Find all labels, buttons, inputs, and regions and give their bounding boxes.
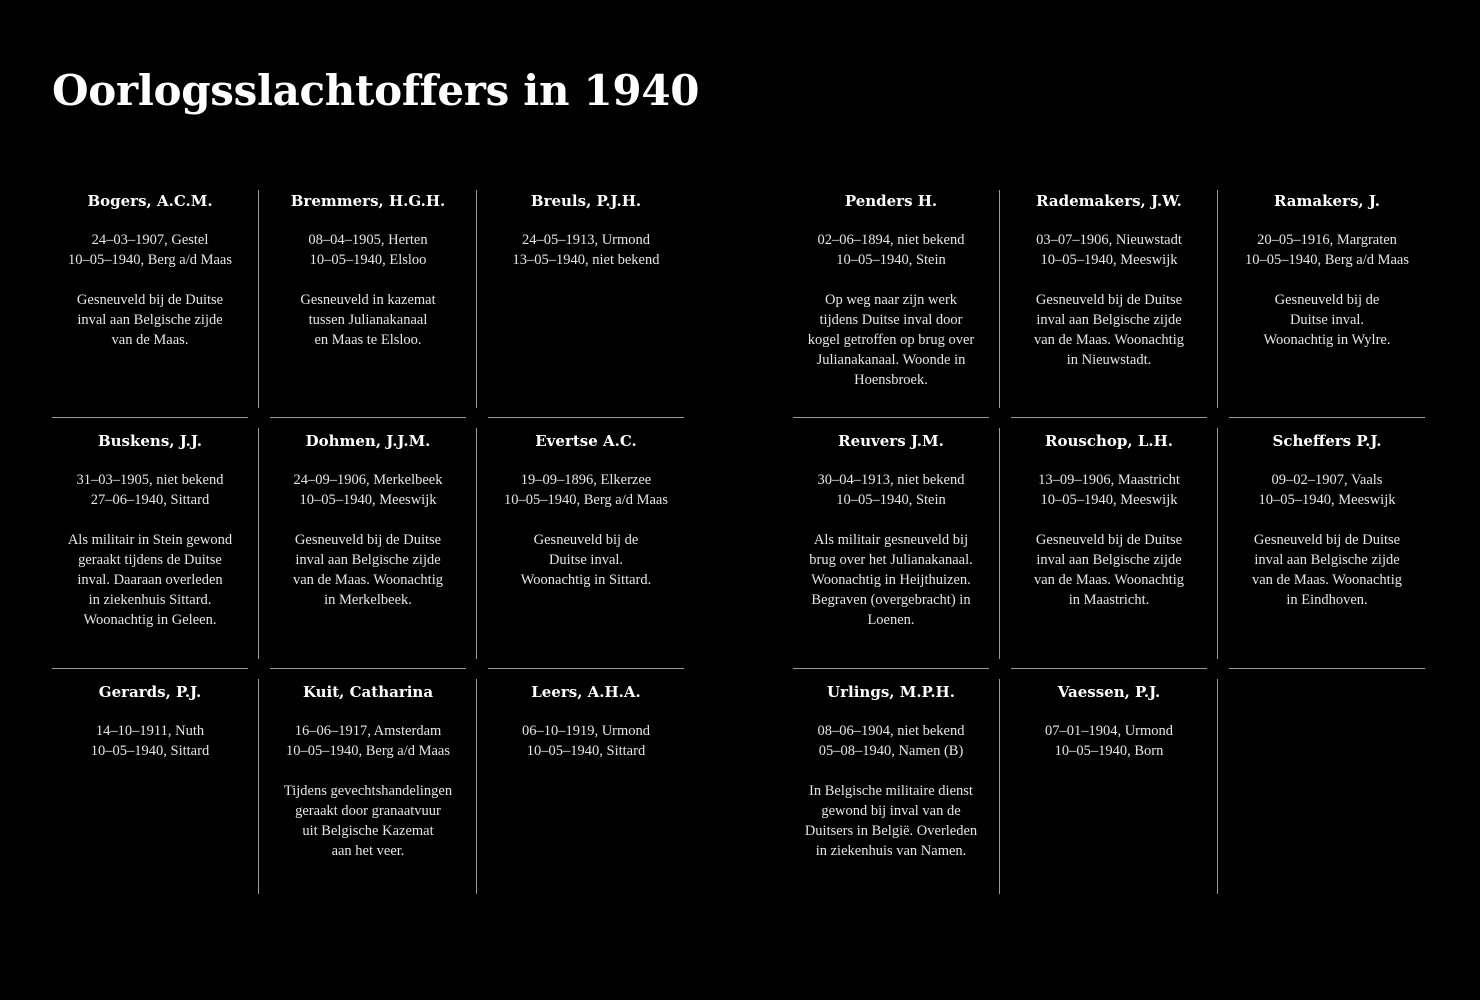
victim-name: Gerards, P.J. [98,683,202,701]
victim-card [52,418,248,669]
victim-description: Gesneuveld bij de Duitse inval aan Belgische zijde van de Maas. Woonachtig in Eindhoven. [1252,532,1402,608]
victim-description: Op weg naar zijn werk tijdens Duitse inval door kogel getroffen op brug over Julianakanaal. Woonde in Hoensbroek. [807,292,975,388]
death-date-place: 10–05–1940, Meeswijk [299,492,437,508]
death-date-place: 10–05–1940, Berg a/d Maas [67,252,233,268]
victim-card [270,190,466,418]
victim-description: In Belgische militaire dienst gewond bij inval van de Duitsers in België. Overleden in ziekenhuis van Namen. [804,783,978,859]
death-date-place: 05–08–1940, Namen (B) [818,743,964,759]
victim-description: Als militair gesneuveld bij brug over het Julianakanaal. Woonachtig in Heijthuizen. Begraven (overgebracht) in Loenen. [809,532,973,628]
victim-description: Gesneuveld bij de Duitse inval aan Belgische zijde van de Maas. Woonachtig in Maastricht. [1034,532,1184,608]
victim-name: Bogers, A.C.M. [87,192,213,210]
birth-date-place: 19–09–1896, Elkerzee [520,472,652,488]
victim-description: Gesneuveld bij de Duitse inval aan Belgische zijde van de Maas. [76,292,224,348]
victim-dates [54,470,246,510]
victim-dates [272,721,464,761]
birth-date-place: 08–04–1905, Herten [308,232,428,248]
victim-dates [1013,721,1205,761]
victim-card [52,669,248,894]
birth-date-place: 16–06–1917, Amsterdam [294,723,442,739]
birth-date-place: 24–03–1907, Gestel [91,232,209,248]
victim-name: Kuit, Catharina [302,683,434,701]
victim-name: Reuvers J.M. [838,432,944,450]
victim-card [270,669,466,894]
victim-description: Als militair in Stein gewond geraakt tijdens de Duitse inval. Daaraan overleden in ziekenhuis Sittard. Woonachtig in Geleen. [67,532,233,628]
victim-card [270,418,466,669]
victim-name: Buskens, J.J. [97,432,203,450]
birth-date-place: 13–09–1906, Maastricht [1038,472,1180,488]
victim-dates [1013,230,1205,270]
death-date-place: 10–05–1940, Elsloo [309,252,427,268]
death-date-place: 10–05–1940, Meeswijk [1040,492,1178,508]
victim-card [488,418,684,669]
victim-description: Tijdens gevechtshandelingen geraakt door granaatvuur uit Belgische Kazemat aan het veer. [283,783,453,859]
birth-date-place: 14–10–1911, Nuth [95,723,205,739]
victim-dates [272,470,464,510]
birth-date-place: 24–05–1913, Urmond [521,232,651,248]
birth-date-place: 30–04–1913, niet bekend [817,472,965,488]
victim-card [1011,190,1207,418]
victim-card [488,190,684,418]
birth-date-place: 02–06–1894, niet bekend [817,232,965,248]
birth-date-place: 03–07–1906, Nieuwstadt [1036,232,1182,248]
victim-name: Penders H. [844,192,938,210]
death-date-place: 10–05–1940, Sittard [90,743,210,759]
victim-dates [54,721,246,761]
victim-card [793,418,989,669]
victim-card [793,669,989,894]
death-date-place: 10–05–1940, Berg a/d Maas [503,492,669,508]
victims-grid-right [793,190,1425,894]
victim-dates [490,230,682,270]
death-date-place: 10–05–1940, Berg a/d Maas [285,743,451,759]
birth-date-place: 20–05–1916, Margraten [1257,232,1397,248]
death-date-place: 10–05–1940, Meeswijk [1258,492,1396,508]
death-date-place: 10–05–1940, Sittard [526,743,646,759]
victim-description: Gesneuveld bij de Duitse inval aan Belgische zijde van de Maas. Woonachtig in Merkelbeek. [293,532,443,608]
death-date-place: 13–05–1940, niet bekend [512,252,660,268]
victim-card [793,190,989,418]
death-date-place: 10–05–1940, Stein [836,252,946,268]
victim-card [1229,190,1425,418]
victim-dates [54,230,246,270]
victim-card [488,669,684,894]
victim-name: Ramakers, J. [1273,192,1380,210]
victim-card [1229,418,1425,669]
death-date-place: 10–05–1940, Berg a/d Maas [1244,252,1410,268]
victim-dates [795,470,987,510]
death-date-place: 27–06–1940, Sittard [90,492,210,508]
victim-name: Bremmers, H.G.H. [290,192,446,210]
victim-card [52,190,248,418]
victim-dates [1231,470,1423,510]
death-date-place: 10–05–1940, Meeswijk [1040,252,1178,268]
victim-name: Evertse A.C. [535,432,637,450]
victim-dates [795,230,987,270]
victim-dates [490,470,682,510]
victim-name: Rademakers, J.W. [1036,192,1182,210]
victim-dates [1013,470,1205,510]
victim-dates [490,721,682,761]
victim-description: Gesneuveld in kazemat tussen Julianakanaal en Maas te Elsloo. [300,292,436,348]
victim-name: Rouschop, L.H. [1045,432,1173,450]
birth-date-place: 09–02–1907, Vaals [1271,472,1383,488]
birth-date-place: 07–01–1904, Urmond [1044,723,1174,739]
victim-dates [272,230,464,270]
victim-dates [1231,230,1423,270]
victim-description: Gesneuveld bij de Duitse inval aan Belgische zijde van de Maas. Woonachtig in Nieuwstadt. [1034,292,1184,368]
victims-grid-left [52,190,684,894]
victim-name: Leers, A.H.A. [531,683,641,701]
victim-description: Gesneuveld bij de Duitse inval. Woonachtig in Sittard. [520,532,652,588]
victim-card [1011,669,1207,894]
victim-name: Breuls, P.J.H. [530,192,642,210]
victim-name: Urlings, M.P.H. [827,683,955,701]
birth-date-place: 24–09–1906, Merkelbeek [293,472,443,488]
page-title: Oorlogsslachtoffers in 1940 [52,66,700,115]
victim-name: Dohmen, J.J.M. [305,432,431,450]
birth-date-place: 06–10–1919, Urmond [521,723,651,739]
birth-date-place: 08–06–1904, niet bekend [817,723,965,739]
empty-card [1229,669,1425,894]
death-date-place: 10–05–1940, Stein [836,492,946,508]
death-date-place: 10–05–1940, Born [1054,743,1164,759]
birth-date-place: 31–03–1905, niet bekend [76,472,224,488]
victim-dates [795,721,987,761]
victim-description: Gesneuveld bij de Duitse inval. Woonachtig in Wylre. [1263,292,1391,348]
victim-card [1011,418,1207,669]
victim-name: Vaessen, P.J. [1057,683,1161,701]
victim-name: Scheffers P.J. [1272,432,1382,450]
